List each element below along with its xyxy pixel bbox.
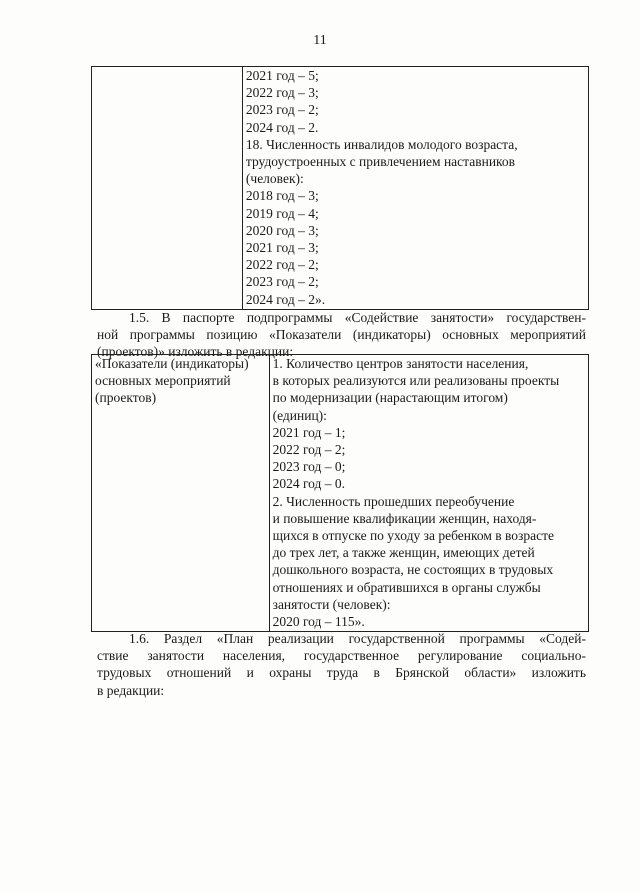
table-line: 2024 год – 2. [245,119,319,135]
table-line: 2022 год – 2; [245,257,319,273]
table-line: до трех лет, а также женщин, имеющих детей [272,545,535,561]
table-line: 2019 год – 4; [245,205,319,221]
table-line: 2020 год – 3; [245,222,319,238]
page-number: 11 [313,33,327,48]
paragraph-1-5 [97,309,586,361]
table-row [92,355,589,632]
table-line: основных мероприятий [95,373,231,389]
table-line: отношениях и обратившихся в органы службы [272,579,541,595]
table-line: по модернизации (нарастающим итогом) [272,390,508,406]
table-line: занятости (человек): [272,596,391,612]
table-line: трудоустроенных с привлечением наставников [245,154,516,170]
table-right-cell [269,355,588,632]
paragraph-line: ной программы позицию «Показатели (индикаторы) основных мероприятий [97,327,586,343]
table-line: (единиц): [272,407,327,423]
table-left-cell [92,67,243,310]
table-line: 18. Численность инвалидов молодого возраста, [245,136,518,152]
table-line: 2018 год – 3; [245,188,319,204]
paragraph-line: 1.5. В паспорте подпрограммы «Содействие занятости» государствен- [129,310,586,325]
table-line: 2022 год – 2; [272,442,346,458]
paragraph-line: (проектов)» изложить в редакции: [97,344,294,360]
indicators-table-new [91,354,589,632]
paragraph-line: трудовых отношений и охраны труда в Брянской области» изложить [97,665,586,681]
table-row [92,67,589,310]
table-line: 2022 год – 3; [245,85,319,101]
table-line: в которых реализуются или реализованы проекты [272,373,560,389]
table-right-cell [242,67,588,310]
table-line: 2. Численность прошедших переобучение [272,493,515,509]
table-line: «Показатели (индикаторы) [95,356,249,371]
table-line: (проектов) [95,390,157,406]
table-line: 2020 год – 115». [272,614,365,630]
paragraph-line: в редакции: [97,682,165,698]
table-line: дошкольного возраста, не состоящих в трудовых [272,562,554,578]
table-line: 2024 год – 0. [272,476,346,492]
table-line: 2021 год – 5; [245,68,319,83]
table-left-cell [92,355,270,632]
indicators-table-continued [91,66,589,310]
table-line: и повышение квалификации женщин, находя- [272,510,537,526]
table-line: 2023 год – 2; [245,102,319,118]
table-line: 1. Количество центров занятости населения, [272,356,529,371]
table-line: (человек): [245,171,304,187]
table-line: 2021 год – 3; [245,240,319,256]
paragraph-line: ствие занятости населения, государственное регулирование социально- [97,648,586,664]
table-line: 2023 год – 0; [272,459,346,475]
paragraph-1-6 [97,630,586,699]
paragraph-line: 1.6. Раздел «План реализации государственной программы «Содей- [129,631,586,646]
table-line: щихся в отпуске по уходу за ребенком в возрасте [272,528,555,544]
table-line: 2023 год – 2; [245,274,319,290]
table-line: 2021 год – 1; [272,424,346,440]
table-line: 2024 год – 2». [245,291,326,307]
